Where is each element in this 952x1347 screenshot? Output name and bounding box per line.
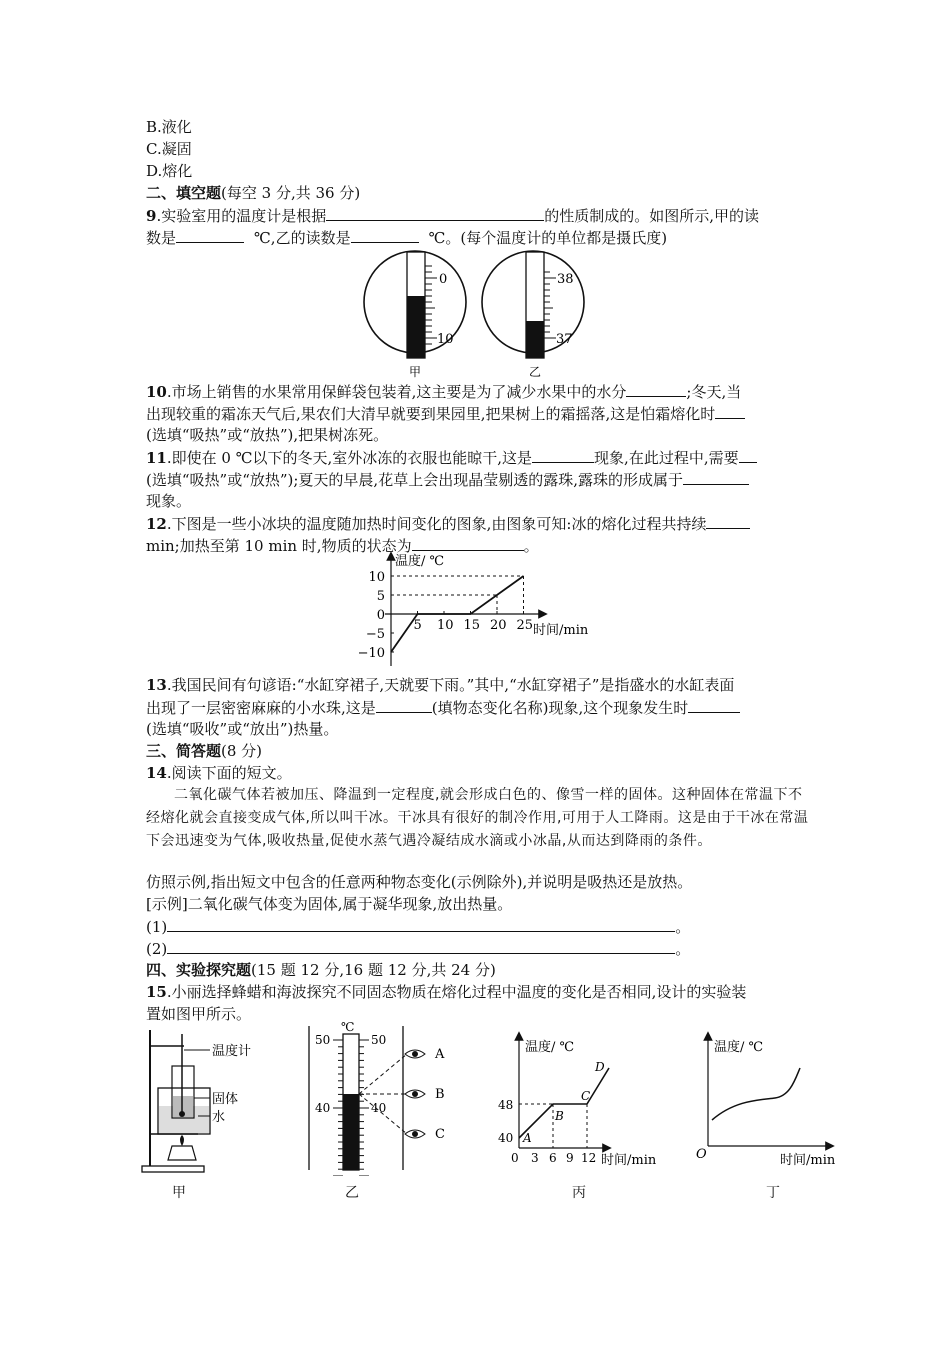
jia-label: 甲: [409, 365, 422, 379]
q13-line1: 13.我国民间有句谚语:“水缸穿裙子,天就要下雨。”其中,“水缸穿裙子”是指盛水的水缸表面: [146, 676, 735, 694]
eye-label-a: A: [435, 1047, 445, 1062]
y-tick-label: 5: [376, 589, 385, 604]
bing-point-c: C: [581, 1089, 591, 1103]
x-tick-label: 10: [437, 618, 454, 633]
apparatus-figure: [138, 1026, 278, 1176]
eye-label-c: C: [435, 1127, 445, 1142]
q13-line2: 出现了一层密密麻麻的小水珠,这是 (填物态变化名称)现象,这个现象发生时: [146, 697, 740, 718]
option-b: B.液化: [146, 118, 192, 136]
x-tick-label: 20: [490, 618, 507, 633]
thermometer-jia: [364, 251, 466, 379]
q12-line1: 12.下图是一些小冰块的温度随加热时间变化的图象,由图象可知:冰的熔化过程共持续: [146, 513, 750, 534]
bing-ytick-40: 40: [498, 1131, 514, 1145]
yi-tick-bottom: 37: [556, 332, 573, 347]
x-tick-label: 25: [516, 618, 534, 633]
fig-ding-label: 丁: [766, 1185, 780, 1201]
yi-tick-top: 38: [557, 272, 574, 287]
eye-icon-a: [405, 1050, 425, 1058]
q11-line2: (选填“吸热”或“放热”);夏天的早晨,花草上会出现晶莹剔透的露珠,露珠的形成属于: [146, 469, 749, 490]
eye-label-b: B: [435, 1087, 445, 1102]
tick-50-right: 50: [371, 1033, 387, 1047]
q9-blank-2[interactable]: [176, 227, 244, 243]
jia-tick-bottom: 10: [437, 332, 454, 347]
y-tick-label: −5: [365, 627, 385, 642]
bing-ylabel: 温度/ ℃: [525, 1040, 575, 1055]
q11-blank-3[interactable]: [683, 469, 749, 485]
thermometer-reading-figure: [305, 1020, 455, 1176]
q14-blank-2[interactable]: [167, 938, 675, 954]
tick-50-left: 50: [315, 1033, 331, 1047]
q10-line2: 出现较重的霜冻天气后,果农们大清早就要到果园里,把果树上的霜摇落,这是怕霜熔化时: [146, 403, 745, 424]
ding-origin: O: [696, 1147, 707, 1162]
bing-xtick-3: 3: [531, 1151, 539, 1165]
q11-blank-1[interactable]: [532, 447, 594, 463]
section-2-heading: 二、填空题(每空 3 分,共 36 分): [146, 184, 361, 202]
bing-point-b: B: [555, 1109, 564, 1123]
bing-curve: [519, 1068, 609, 1138]
x-tick-label: 5: [413, 618, 422, 633]
y-tick-label: 10: [368, 570, 385, 585]
temperature-curve-figure: [690, 1030, 840, 1170]
q13-blank-1[interactable]: [376, 697, 432, 713]
q12-blank-2[interactable]: [412, 535, 524, 551]
y-axis-label: 温度/ ℃: [395, 554, 445, 569]
q12-line2: min;加热至第 10 min 时,物质的状态为 。: [146, 537, 539, 555]
bing-ytick-48: 48: [498, 1098, 514, 1112]
bing-point-a: A: [523, 1131, 532, 1145]
thermometer-yi: [482, 251, 584, 379]
bing-xlabel: 时间/min: [601, 1153, 657, 1168]
q14-instruction: 仿照示例,指出短文中包含的任意两种物态变化(示例除外),并说明是吸热还是放热。: [146, 873, 693, 891]
bing-point-d: D: [595, 1060, 605, 1074]
label-thermometer: 温度计: [212, 1044, 252, 1059]
q15-line2: 置如图甲所示。: [146, 1005, 252, 1023]
option-d: D.熔化: [146, 162, 193, 180]
q10-blank-1[interactable]: [626, 381, 686, 397]
q14-intro: 14.阅读下面的短文。: [146, 764, 292, 782]
q14-answer-1: (1) 。: [146, 918, 691, 936]
fig-bing-label: 丙: [572, 1185, 586, 1201]
q11-line3: 现象。: [146, 492, 192, 510]
x-tick-label: 15: [463, 618, 481, 633]
label-solid: 固体: [212, 1092, 239, 1107]
unit-label: ℃: [341, 1020, 355, 1034]
y-tick-label: −10: [357, 646, 385, 661]
bing-xtick-12: 12: [581, 1151, 597, 1165]
q10-blank-2[interactable]: [715, 403, 745, 419]
section-4-heading: 四、实验探究题(15 题 12 分,16 题 12 分,共 24 分): [146, 961, 496, 979]
q9-blank-1[interactable]: [326, 205, 544, 221]
yi-label: 乙: [529, 365, 542, 379]
q9-line1: 9.实验室用的温度计是根据 的性质制成的。如图所示,甲的读: [146, 207, 759, 225]
ding-ylabel: 温度/ ℃: [714, 1040, 764, 1055]
q13-line3: (选填“吸收”或“放出”)热量。: [146, 720, 339, 738]
eye-icon-c: [405, 1130, 425, 1138]
ding-xlabel: 时间/min: [780, 1153, 836, 1168]
section-3-heading: 三、简答题(8 分): [146, 742, 263, 760]
q15-line1: 15.小丽选择蜂蜡和海波探究不同固态物质在熔化过程中温度的变化是否相同,设计的实验装: [146, 983, 747, 1001]
q14-passage: 二氧化碳气体若被加压、降温到一定程度,就会形成白色的、像雪一样的固体。这种固体在常温下不经熔化就会直接变成气体,所以叫干冰。干冰具有很好的制冷作用,可用于人工降雨。这是由于干冰在常温下会迅速变为气体,吸收热量,促使水蒸气遇冷凝结成水滴或小冰晶,从而达到降雨的条件。: [146, 787, 809, 849]
q12-blank-1[interactable]: [706, 513, 750, 529]
tick-40-left: 40: [315, 1101, 331, 1115]
q13-blank-2[interactable]: [688, 697, 740, 713]
q11-line1: 11.即使在 0 ℃以下的冬天,室外冰冻的衣服也能晾干,这是 现象,在此过程中,需要: [146, 447, 757, 468]
q14-answer-2: (2) 。: [146, 940, 691, 958]
jia-tick-top: 0: [439, 272, 448, 287]
q10-line1: 10.市场上销售的水果常用保鲜袋包装着,这主要是为了减少水果中的水分 ;冬天,当: [146, 383, 742, 401]
q10-line3: (选填“吸热”或“放热”),把果树冻死。: [146, 426, 389, 444]
melting-graph-figure: [495, 1030, 665, 1172]
q14-example: [示例]二氧化碳气体变为固体,属于凝华现象,放出热量。: [146, 895, 513, 913]
q11-blank-2[interactable]: [739, 447, 757, 463]
thermometer-figure: [355, 248, 595, 380]
q14-blank-1[interactable]: [167, 916, 675, 932]
y-tick-label: 0: [376, 608, 385, 623]
label-water: 水: [212, 1110, 226, 1125]
q9-line2: 数是 ℃,乙的读数是 ℃。(每个温度计的单位都是摄氏度): [146, 229, 668, 247]
q12-chart: [355, 550, 600, 672]
bing-xtick-0: 0: [511, 1151, 519, 1165]
x-axis-label: 时间/min: [533, 623, 589, 638]
q9-blank-3[interactable]: [351, 227, 419, 243]
bing-xtick-6: 6: [549, 1151, 557, 1165]
fig-jia-label: 甲: [172, 1185, 186, 1201]
fig-yi-label: 乙: [345, 1185, 359, 1201]
eye-icon-b: [405, 1090, 425, 1098]
tick-40-right: 40: [371, 1101, 387, 1115]
option-c: C.凝固: [146, 140, 192, 158]
bing-xtick-9: 9: [566, 1151, 574, 1165]
ding-curve: [712, 1068, 800, 1120]
